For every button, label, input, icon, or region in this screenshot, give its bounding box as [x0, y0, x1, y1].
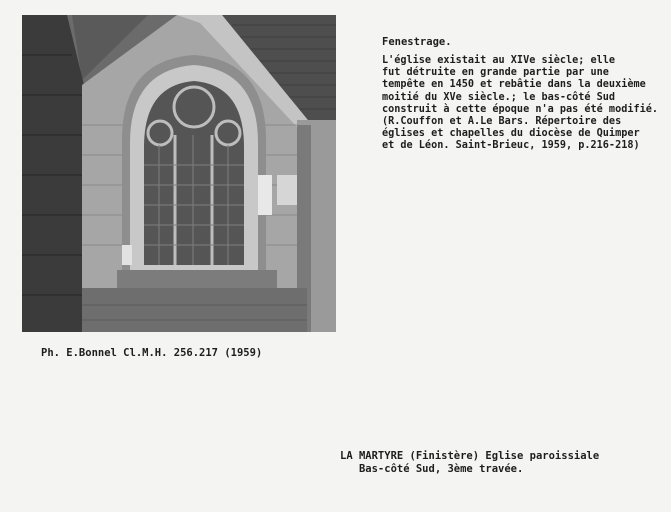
- window-photo: [22, 15, 336, 332]
- photo-credit: Ph. E.Bonnel Cl.M.H. 256.217 (1959): [41, 347, 263, 359]
- location-caption: LA MARTYRE (Finistère) Eglise paroissiale Bas-côté Sud, 3ème travée.: [340, 450, 600, 475]
- history-description: L'église existait au XIVe siècle; elle fut détruite en grande partie par une tempête en 1450 et rebâtie dans la deuxième moitié du XVe siècle.; le bas-côté Sud construit à cette époque n'a pas été modifié. (R.Couffon et A.Le Bars. Répertoire des églises et chapelles du diocèse de Quimper et de Léon. Saint-Brieuc, 1959, p.216-218): [382, 55, 659, 152]
- section-title: Fenestrage.: [382, 36, 452, 48]
